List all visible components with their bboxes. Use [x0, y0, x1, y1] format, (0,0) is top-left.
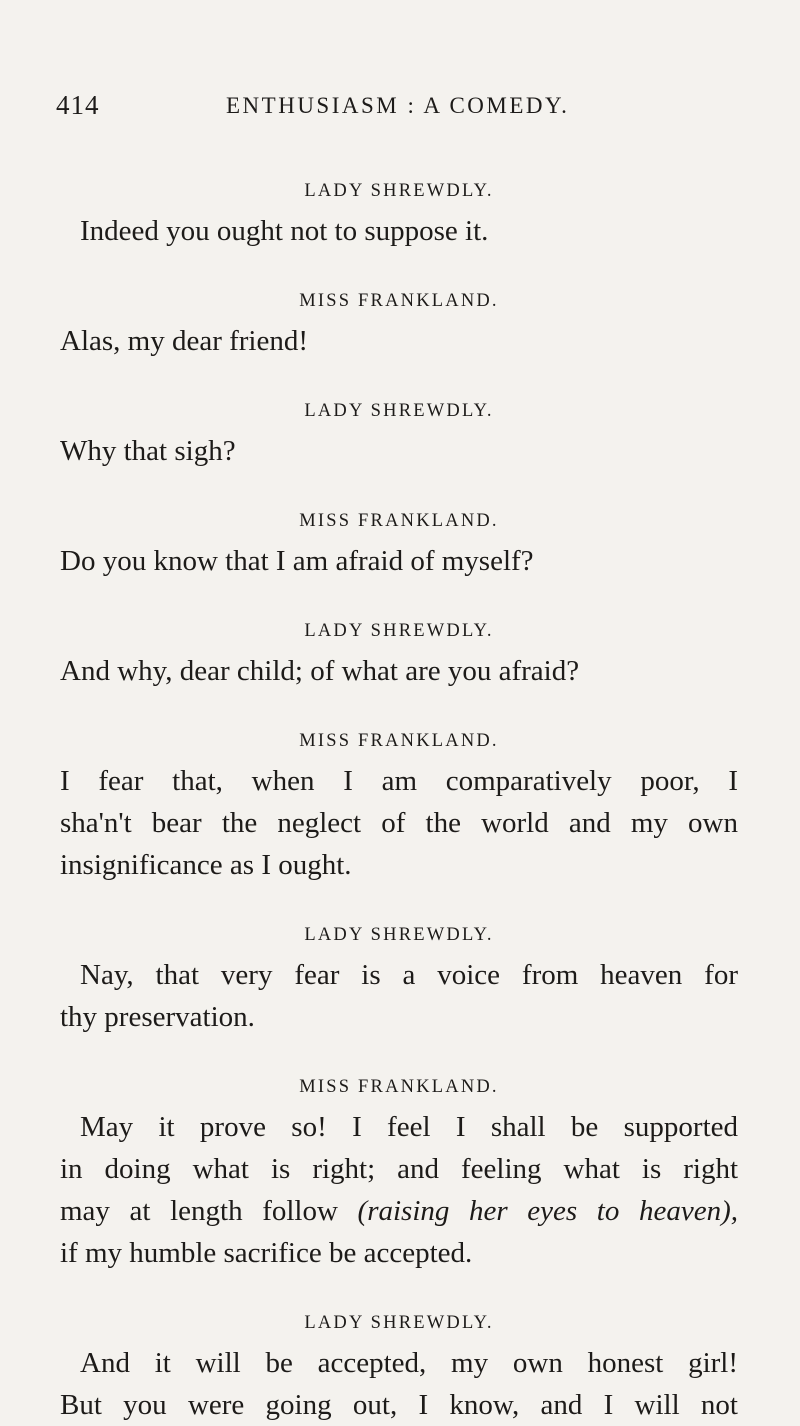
dialogue-entry	[60, 1310, 738, 1426]
speech-line: And it will be accepted, my own honest girl!	[80, 1347, 738, 1379]
speech-line: insignificance as I ought.	[60, 849, 352, 881]
speech-line: And why, dear child; of what are you afraid?	[60, 655, 580, 687]
page-header	[56, 90, 746, 130]
page-number: 414	[56, 90, 100, 120]
speech-line	[60, 1190, 738, 1232]
speech-line: Alas, my dear friend!	[60, 325, 309, 357]
dialogue-entry	[60, 178, 738, 252]
speech-line: sha'n't bear the neglect of the world and my own	[60, 807, 738, 839]
speaker-name: MISS FRANKLAND.	[299, 1077, 499, 1097]
running-title: ENTHUSIASM : A COMEDY.	[226, 93, 570, 118]
speech-text: may at length follow	[60, 1195, 338, 1227]
dialogue-entry	[60, 618, 738, 692]
dialogue	[60, 178, 738, 1426]
speaker-name: LADY SHREWDLY.	[304, 1313, 494, 1333]
speech-line: Do you know that I am afraid of myself?	[60, 545, 534, 577]
speech-line: I fear that, when I am comparatively poor, I	[60, 765, 738, 797]
speech-line: Why that sigh?	[60, 435, 236, 467]
speech-line: Nay, that very fear is a voice from heaven for	[80, 959, 738, 991]
speaker-name: MISS FRANKLAND.	[299, 291, 499, 311]
speech-line: But you were going out, I know, and I will not	[60, 1389, 738, 1421]
dialogue-entry	[60, 398, 738, 472]
dialogue-entry	[60, 1074, 738, 1274]
speech-line: Indeed you ought not to suppose it.	[80, 215, 489, 247]
stage-direction: (raising her eyes to heaven),	[357, 1195, 739, 1227]
speaker-name: LADY SHREWDLY.	[304, 181, 494, 201]
speech-line: in doing what is right; and feeling what is right	[60, 1153, 738, 1185]
speaker-name: LADY SHREWDLY.	[304, 925, 494, 945]
speaker-name: LADY SHREWDLY.	[304, 621, 494, 641]
speaker-name: LADY SHREWDLY.	[304, 401, 494, 421]
speech-line: if my humble sacrifice be accepted.	[60, 1237, 473, 1269]
dialogue-entry	[60, 922, 738, 1038]
dialogue-entry	[60, 508, 738, 582]
speech-line: May it prove so! I feel I shall be supported	[80, 1111, 738, 1143]
speech-line: thy preservation.	[60, 1001, 255, 1033]
dialogue-entry	[60, 728, 738, 886]
dialogue-entry	[60, 288, 738, 362]
speaker-name: MISS FRANKLAND.	[299, 731, 499, 751]
speaker-name: MISS FRANKLAND.	[299, 511, 499, 531]
